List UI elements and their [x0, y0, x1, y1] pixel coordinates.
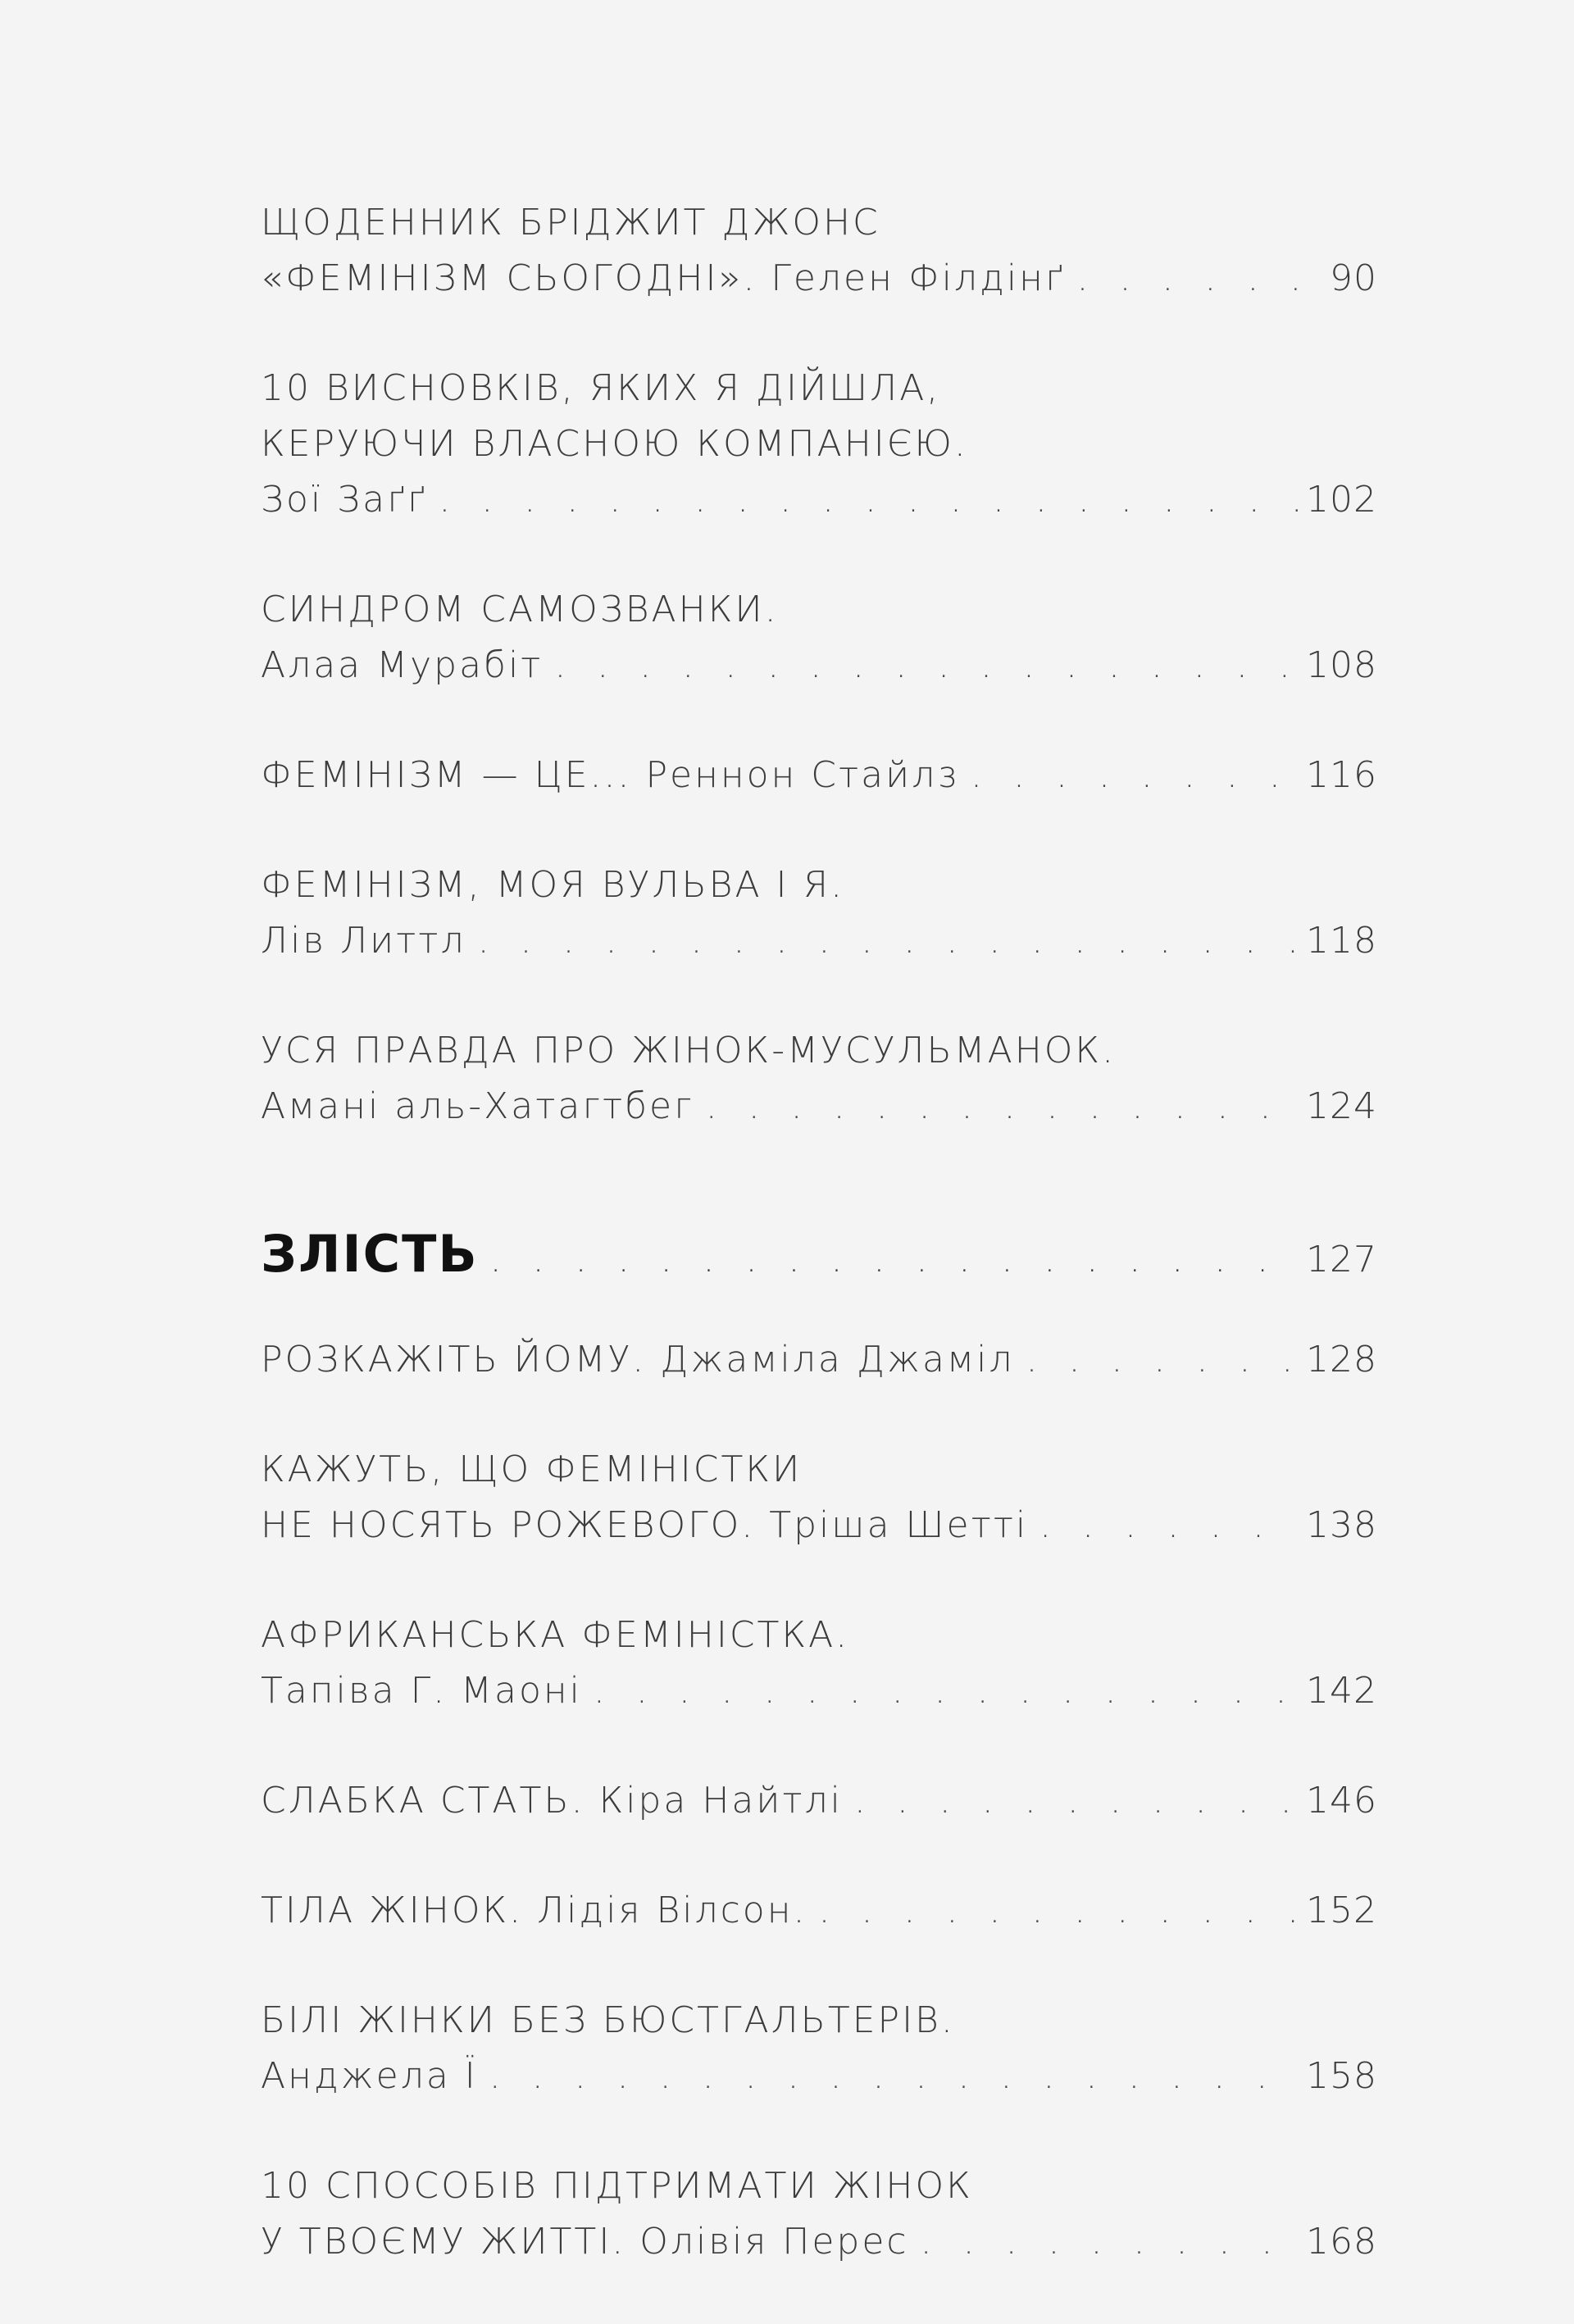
- dot-leader: [439, 472, 1298, 528]
- toc-line: [261, 251, 1377, 307]
- toc-entry[interactable]: [261, 1883, 1377, 1939]
- entry-text: ЩОДЕННИК БРІДЖИТ ДЖОНС: [261, 202, 880, 243]
- dot-leader: [1039, 1498, 1298, 1553]
- toc-entries-group: [261, 1332, 1377, 2270]
- section-spacer: [261, 1189, 1377, 1221]
- toc-line: [261, 2049, 1377, 2104]
- page-number: 138: [1306, 1504, 1377, 1546]
- entry-text: У ТВОЄМУ ЖИТТІ. Олівія Перес: [261, 2221, 909, 2263]
- toc-line: [261, 1993, 1377, 2049]
- toc-line: [261, 472, 1377, 528]
- page-number: 168: [1306, 2221, 1377, 2263]
- dot-leader: [478, 913, 1298, 969]
- toc-line: [261, 195, 1377, 251]
- dot-leader: [554, 638, 1298, 694]
- entry-text: СИНДРОМ САМОЗВАНКИ.: [261, 589, 779, 630]
- toc-line: [261, 1079, 1377, 1135]
- toc-section-heading[interactable]: [261, 1221, 1377, 1293]
- entry-text: УСЯ ПРАВДА ПРО ЖІНОК-МУСУЛЬМАНОК.: [261, 1030, 1117, 1071]
- entry-text: ФЕМІНІЗМ — ЦЕ... Реннон Стайлз: [261, 754, 960, 796]
- entry-text: Амані аль-Хатагтбег: [261, 1085, 694, 1127]
- toc-entry[interactable]: [261, 195, 1377, 307]
- toc-line: [261, 1023, 1377, 1079]
- toc-line: [261, 2158, 1377, 2214]
- toc-line: [261, 748, 1377, 803]
- dot-leader: [1076, 251, 1322, 307]
- toc-entry[interactable]: [261, 582, 1377, 694]
- toc-line: [261, 1442, 1377, 1498]
- toc-entry[interactable]: [261, 1023, 1377, 1135]
- toc-line: [261, 1663, 1377, 1719]
- dot-leader: [706, 1079, 1298, 1135]
- toc-line: [261, 638, 1377, 694]
- entry-text: Анджела Ї: [261, 2055, 478, 2097]
- page-number: 142: [1306, 1670, 1377, 1712]
- section-title: ЗЛІСТЬ: [261, 1224, 479, 1284]
- entry-text: АФРИКАНСЬКА ФЕМІНІСТКА.: [261, 1614, 850, 1656]
- entry-text: РОЗКАЖІТЬ ЙОМУ. Джаміла Джаміл: [261, 1339, 1015, 1380]
- toc-line: [261, 1332, 1377, 1388]
- page-number: 118: [1306, 920, 1377, 962]
- toc-line: [261, 416, 1377, 472]
- page-number: 146: [1306, 1780, 1377, 1821]
- toc-line: [261, 857, 1377, 913]
- entry-text: Тапіва Г. Маоні: [261, 1670, 582, 1712]
- toc-line: [261, 1883, 1377, 1939]
- page-number: 152: [1306, 1890, 1377, 1931]
- toc-line: [261, 1773, 1377, 1829]
- page-number: 127: [1306, 1239, 1377, 1280]
- entry-text: КАЖУТЬ, ЩО ФЕМІНІСТКИ: [261, 1449, 803, 1490]
- entry-text: «ФЕМІНІЗМ СЬОГОДНІ». Гелен Філдінґ: [261, 257, 1066, 299]
- toc-entry[interactable]: [261, 2158, 1377, 2270]
- entry-text: Зої Заґґ: [261, 479, 428, 521]
- toc-entry[interactable]: [261, 1442, 1377, 1553]
- entry-text: ФЕМІНІЗМ, МОЯ ВУЛЬВА І Я.: [261, 864, 845, 906]
- toc-line: [261, 2214, 1377, 2270]
- toc-line: [261, 1498, 1377, 1553]
- toc-entry[interactable]: [261, 1332, 1377, 1388]
- entry-text: СЛАБКА СТАТЬ. Кіра Найтлі: [261, 1780, 843, 1821]
- dot-leader: [921, 2214, 1298, 2270]
- page-number: 116: [1306, 754, 1377, 796]
- toc-entry[interactable]: [261, 1608, 1377, 1719]
- toc-line: [261, 361, 1377, 416]
- toc-entry[interactable]: [261, 748, 1377, 803]
- toc-entry[interactable]: [261, 1773, 1377, 1829]
- entry-text: 10 СПОСОБІВ ПІДТРИМАТИ ЖІНОК: [261, 2165, 973, 2207]
- entry-text: КЕРУЮЧИ ВЛАСНОЮ КОМПАНІЄЮ.: [261, 423, 968, 465]
- dot-leader: [594, 1663, 1298, 1719]
- toc-line: [261, 1221, 1377, 1293]
- dot-leader: [971, 748, 1298, 803]
- toc-entries-group: [261, 195, 1377, 1135]
- toc-line: [261, 1608, 1377, 1663]
- toc-entry[interactable]: [261, 857, 1377, 969]
- page-number: 124: [1306, 1085, 1377, 1127]
- toc-line: [261, 913, 1377, 969]
- entry-text: НЕ НОСЯТЬ РОЖЕВОГО. Тріша Шетті: [261, 1504, 1029, 1546]
- table-of-contents: [261, 195, 1377, 2324]
- page-number: 158: [1306, 2055, 1377, 2097]
- entry-text: ТІЛА ЖІНОК. Лідія Вілсон.: [261, 1890, 807, 1931]
- entry-text: БІЛІ ЖІНКИ БЕЗ БЮСТГАЛЬТЕРІВ.: [261, 1999, 955, 2041]
- dot-leader: [490, 1227, 1298, 1293]
- page-number: 108: [1306, 644, 1377, 686]
- entry-text: 10 ВИСНОВКІВ, ЯКИХ Я ДІЙШЛА,: [261, 367, 941, 409]
- dot-leader: [818, 1883, 1298, 1939]
- toc-line: [261, 582, 1377, 638]
- page-number: 90: [1330, 257, 1377, 299]
- toc-entry[interactable]: [261, 361, 1377, 528]
- entry-text: Алаа Мурабіт: [261, 644, 544, 686]
- dot-leader: [489, 2049, 1298, 2104]
- toc-entry[interactable]: [261, 1993, 1377, 2104]
- dot-leader: [854, 1773, 1298, 1829]
- page-number: 102: [1306, 479, 1377, 521]
- page-number: 128: [1306, 1339, 1377, 1380]
- entry-text: Лів Литтл: [261, 920, 466, 962]
- dot-leader: [1026, 1332, 1298, 1388]
